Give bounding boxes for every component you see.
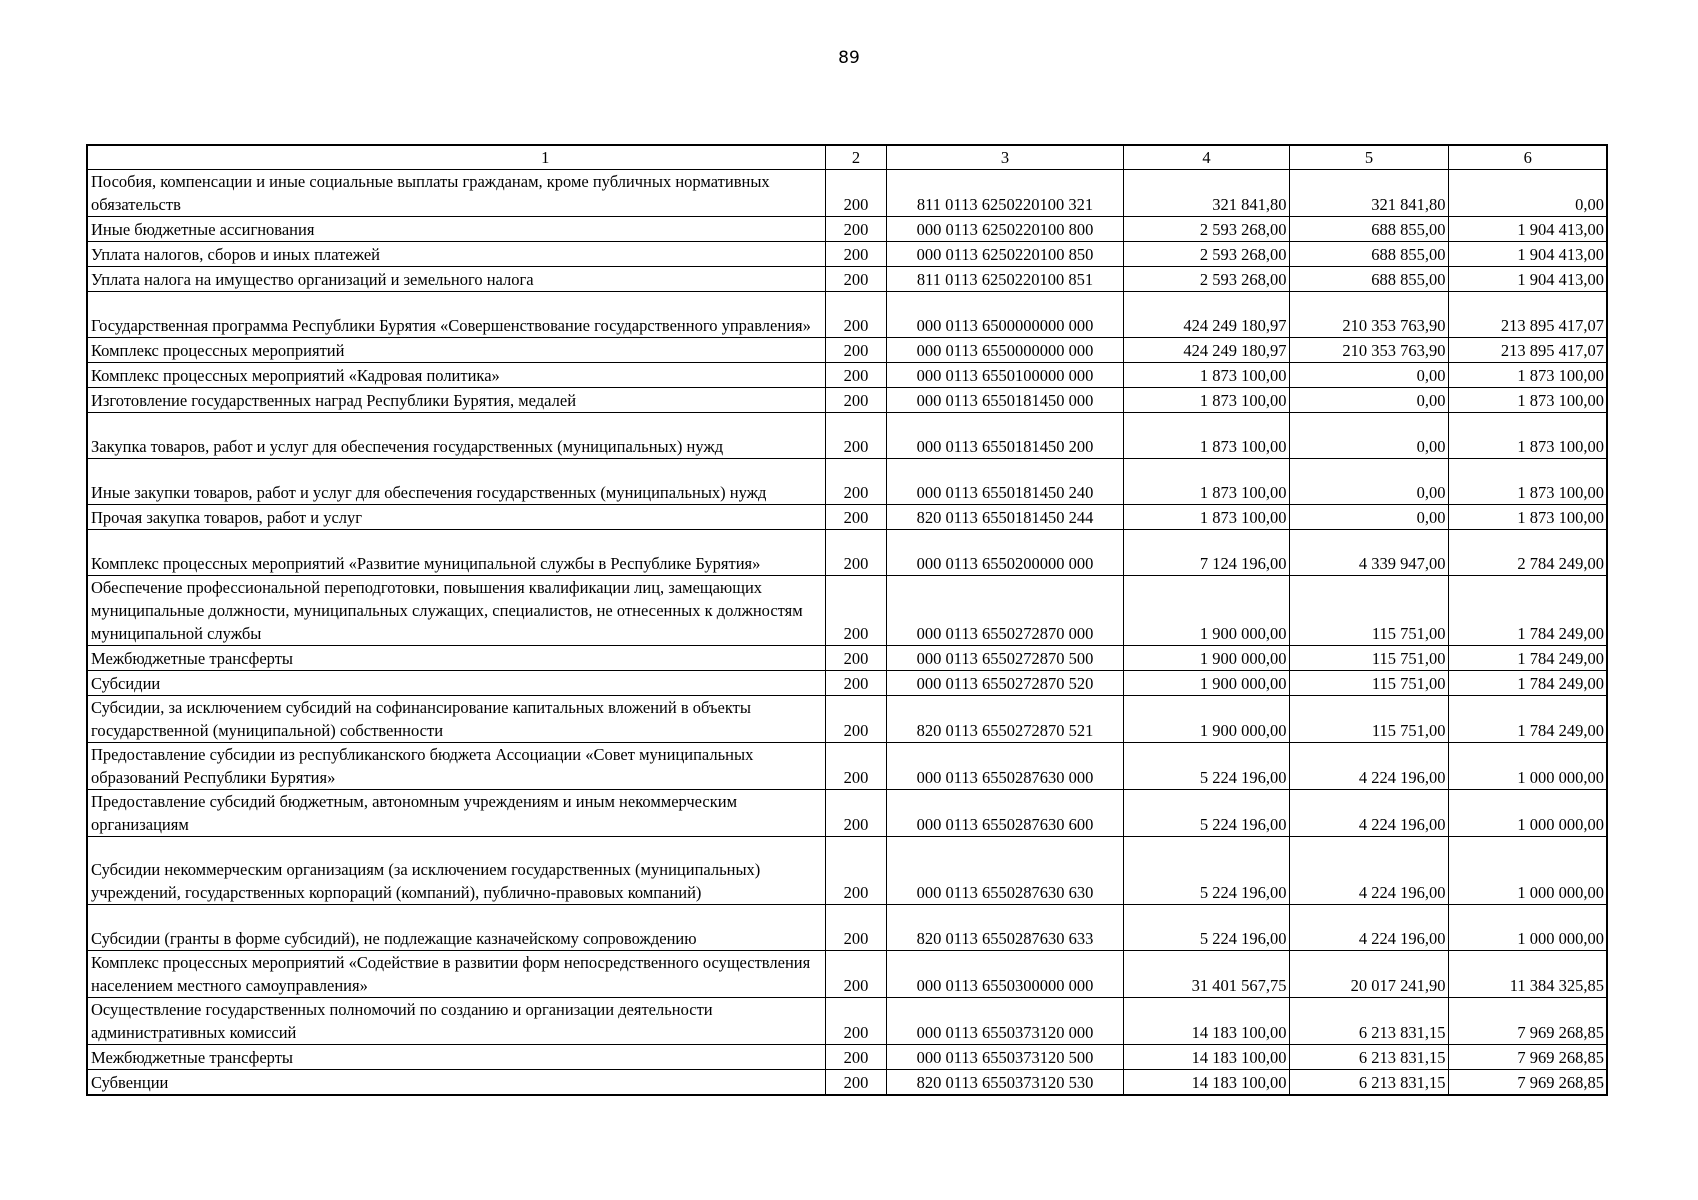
table-row [87, 459, 1607, 505]
row-executed-amount: 0,00 [1289, 505, 1448, 530]
row-name: Межбюджетные трансферты [87, 646, 825, 671]
row-approved-amount: 1 873 100,00 [1123, 459, 1289, 505]
row-classification-code: 000 0113 6550272870 520 [886, 671, 1123, 696]
row-classification-code: 000 0113 6550181450 200 [886, 413, 1123, 459]
row-executed-amount: 4 224 196,00 [1289, 905, 1448, 951]
row-unexecuted-amount: 1 000 000,00 [1448, 790, 1607, 837]
row-classification-code: 000 0113 6550272870 500 [886, 646, 1123, 671]
row-approved-amount: 14 183 100,00 [1123, 1070, 1289, 1096]
row-approved-amount: 424 249 180,97 [1123, 292, 1289, 338]
row-approved-amount: 14 183 100,00 [1123, 998, 1289, 1045]
row-name: Субвенции [87, 1070, 825, 1096]
row-classification-code: 000 0113 6550373120 500 [886, 1045, 1123, 1070]
row-unexecuted-amount: 1 873 100,00 [1448, 388, 1607, 413]
row-classification-code: 000 0113 6550287630 630 [886, 837, 1123, 905]
row-approved-amount: 1 873 100,00 [1123, 413, 1289, 459]
row-name: Осуществление государственных полномочий по созданию и организации деятельности административных комиссий [87, 998, 825, 1045]
row-name: Комплекс процессных мероприятий «Кадровая политика» [87, 363, 825, 388]
row-line-code: 200 [825, 292, 886, 338]
table-row [87, 363, 1607, 388]
row-line-code: 200 [825, 1070, 886, 1096]
table-row [87, 267, 1607, 292]
row-classification-code: 820 0113 6550373120 530 [886, 1070, 1123, 1096]
table-row [87, 505, 1607, 530]
column-number-1: 1 [87, 145, 825, 170]
row-line-code: 200 [825, 743, 886, 790]
row-approved-amount: 5 224 196,00 [1123, 837, 1289, 905]
row-executed-amount: 6 213 831,15 [1289, 1070, 1448, 1096]
row-unexecuted-amount: 1 784 249,00 [1448, 671, 1607, 696]
table-row [87, 170, 1607, 217]
row-executed-amount: 0,00 [1289, 413, 1448, 459]
row-line-code: 200 [825, 459, 886, 505]
table-row [87, 292, 1607, 338]
row-line-code: 200 [825, 413, 886, 459]
row-executed-amount: 6 213 831,15 [1289, 1045, 1448, 1070]
row-approved-amount: 1 873 100,00 [1123, 388, 1289, 413]
row-approved-amount: 321 841,80 [1123, 170, 1289, 217]
row-executed-amount: 4 224 196,00 [1289, 790, 1448, 837]
table-row [87, 905, 1607, 951]
row-line-code: 200 [825, 671, 886, 696]
row-line-code: 200 [825, 267, 886, 292]
row-unexecuted-amount: 0,00 [1448, 170, 1607, 217]
table-row [87, 242, 1607, 267]
row-executed-amount: 210 353 763,90 [1289, 338, 1448, 363]
row-approved-amount: 1 900 000,00 [1123, 671, 1289, 696]
row-executed-amount: 4 224 196,00 [1289, 837, 1448, 905]
row-classification-code: 820 0113 6550272870 521 [886, 696, 1123, 743]
row-line-code: 200 [825, 576, 886, 646]
row-line-code: 200 [825, 388, 886, 413]
row-name: Закупка товаров, работ и услуг для обеспечения государственных (муниципальных) нужд [87, 413, 825, 459]
row-unexecuted-amount: 1 873 100,00 [1448, 363, 1607, 388]
row-line-code: 200 [825, 338, 886, 363]
row-name: Прочая закупка товаров, работ и услуг [87, 505, 825, 530]
row-executed-amount: 115 751,00 [1289, 671, 1448, 696]
row-name: Обеспечение профессиональной переподготовки, повышения квалификации лиц, замещающих муниципальные должности, муниципальных служащих, специалистов, не отнесенных к должностям муниципальной службы [87, 576, 825, 646]
row-executed-amount: 321 841,80 [1289, 170, 1448, 217]
budget-execution-table [86, 144, 1608, 1096]
column-number-2: 2 [825, 145, 886, 170]
row-classification-code: 000 0113 6550181450 240 [886, 459, 1123, 505]
column-number-6: 6 [1448, 145, 1607, 170]
row-approved-amount: 31 401 567,75 [1123, 951, 1289, 998]
row-line-code: 200 [825, 170, 886, 217]
row-classification-code: 000 0113 6550300000 000 [886, 951, 1123, 998]
row-name: Предоставление субсидий бюджетным, автономным учреждениям и иным некоммерческим организациям [87, 790, 825, 837]
table-row [87, 1045, 1607, 1070]
row-executed-amount: 0,00 [1289, 363, 1448, 388]
table-row [87, 671, 1607, 696]
row-classification-code: 000 0113 6550287630 600 [886, 790, 1123, 837]
row-name: Иные бюджетные ассигнования [87, 217, 825, 242]
column-number-5: 5 [1289, 145, 1448, 170]
row-classification-code: 000 0113 6550181450 000 [886, 388, 1123, 413]
row-classification-code: 000 0113 6550373120 000 [886, 998, 1123, 1045]
table-row [87, 530, 1607, 576]
page-number: 89 [838, 48, 860, 68]
row-classification-code: 000 0113 6250220100 850 [886, 242, 1123, 267]
row-unexecuted-amount: 1 873 100,00 [1448, 459, 1607, 505]
row-line-code: 200 [825, 837, 886, 905]
row-name: Межбюджетные трансферты [87, 1045, 825, 1070]
column-number-3: 3 [886, 145, 1123, 170]
row-unexecuted-amount: 1 000 000,00 [1448, 837, 1607, 905]
row-approved-amount: 5 224 196,00 [1123, 905, 1289, 951]
row-unexecuted-amount: 1 904 413,00 [1448, 217, 1607, 242]
row-line-code: 200 [825, 951, 886, 998]
row-line-code: 200 [825, 505, 886, 530]
row-executed-amount: 4 339 947,00 [1289, 530, 1448, 576]
row-unexecuted-amount: 1 784 249,00 [1448, 646, 1607, 671]
row-executed-amount: 688 855,00 [1289, 217, 1448, 242]
row-approved-amount: 5 224 196,00 [1123, 790, 1289, 837]
row-line-code: 200 [825, 646, 886, 671]
row-unexecuted-amount: 1 904 413,00 [1448, 267, 1607, 292]
row-unexecuted-amount: 1 784 249,00 [1448, 696, 1607, 743]
table-row [87, 576, 1607, 646]
table-row [87, 1070, 1607, 1096]
row-unexecuted-amount: 2 784 249,00 [1448, 530, 1607, 576]
row-unexecuted-amount: 7 969 268,85 [1448, 1045, 1607, 1070]
table-row [87, 646, 1607, 671]
row-executed-amount: 688 855,00 [1289, 267, 1448, 292]
row-executed-amount: 4 224 196,00 [1289, 743, 1448, 790]
row-unexecuted-amount: 1 000 000,00 [1448, 905, 1607, 951]
table-row [87, 790, 1607, 837]
row-executed-amount: 210 353 763,90 [1289, 292, 1448, 338]
row-approved-amount: 2 593 268,00 [1123, 217, 1289, 242]
table-row [87, 388, 1607, 413]
row-unexecuted-amount: 1 784 249,00 [1448, 576, 1607, 646]
row-line-code: 200 [825, 1045, 886, 1070]
row-line-code: 200 [825, 696, 886, 743]
row-name: Субсидии, за исключением субсидий на софинансирование капитальных вложений в объекты государственной (муниципальной) собственности [87, 696, 825, 743]
row-executed-amount: 20 017 241,90 [1289, 951, 1448, 998]
row-executed-amount: 115 751,00 [1289, 576, 1448, 646]
row-classification-code: 000 0113 6550287630 000 [886, 743, 1123, 790]
row-name: Комплекс процессных мероприятий «Развитие муниципальной службы в Республике Бурятия» [87, 530, 825, 576]
row-unexecuted-amount: 1 873 100,00 [1448, 505, 1607, 530]
row-unexecuted-amount: 1 904 413,00 [1448, 242, 1607, 267]
row-name: Изготовление государственных наград Республики Бурятия, медалей [87, 388, 825, 413]
table-row [87, 696, 1607, 743]
table-body [87, 145, 1607, 1095]
row-unexecuted-amount: 11 384 325,85 [1448, 951, 1607, 998]
row-classification-code: 811 0113 6250220100 321 [886, 170, 1123, 217]
row-classification-code: 811 0113 6250220100 851 [886, 267, 1123, 292]
row-unexecuted-amount: 7 969 268,85 [1448, 1070, 1607, 1096]
table-row [87, 743, 1607, 790]
row-line-code: 200 [825, 790, 886, 837]
row-unexecuted-amount: 1 873 100,00 [1448, 413, 1607, 459]
row-executed-amount: 115 751,00 [1289, 646, 1448, 671]
row-name: Уплата налога на имущество организаций и земельного налога [87, 267, 825, 292]
row-approved-amount: 1 873 100,00 [1123, 363, 1289, 388]
row-line-code: 200 [825, 242, 886, 267]
row-classification-code: 820 0113 6550287630 633 [886, 905, 1123, 951]
row-approved-amount: 7 124 196,00 [1123, 530, 1289, 576]
row-name: Субсидии [87, 671, 825, 696]
row-line-code: 200 [825, 217, 886, 242]
row-executed-amount: 688 855,00 [1289, 242, 1448, 267]
table-row [87, 837, 1607, 905]
row-classification-code: 000 0113 6550200000 000 [886, 530, 1123, 576]
row-approved-amount: 424 249 180,97 [1123, 338, 1289, 363]
row-unexecuted-amount: 7 969 268,85 [1448, 998, 1607, 1045]
row-name: Предоставление субсидии из республиканского бюджета Ассоциации «Совет муниципальных образований Республики Бурятия» [87, 743, 825, 790]
row-approved-amount: 1 873 100,00 [1123, 505, 1289, 530]
table-row [87, 413, 1607, 459]
row-classification-code: 000 0113 6550100000 000 [886, 363, 1123, 388]
column-number-row [87, 145, 1607, 170]
row-name: Иные закупки товаров, работ и услуг для обеспечения государственных (муниципальных) нужд [87, 459, 825, 505]
row-name: Субсидии некоммерческим организациям (за исключением государственных (муниципальных) учреждений, государственных корпораций (компаний), публично-правовых компаний) [87, 837, 825, 905]
row-approved-amount: 1 900 000,00 [1123, 696, 1289, 743]
row-executed-amount: 0,00 [1289, 459, 1448, 505]
row-executed-amount: 6 213 831,15 [1289, 998, 1448, 1045]
row-classification-code: 000 0113 6550000000 000 [886, 338, 1123, 363]
row-line-code: 200 [825, 363, 886, 388]
row-line-code: 200 [825, 530, 886, 576]
row-unexecuted-amount: 213 895 417,07 [1448, 292, 1607, 338]
row-name: Комплекс процессных мероприятий [87, 338, 825, 363]
row-approved-amount: 2 593 268,00 [1123, 242, 1289, 267]
row-unexecuted-amount: 1 000 000,00 [1448, 743, 1607, 790]
row-name: Субсидии (гранты в форме субсидий), не подлежащие казначейскому сопровождению [87, 905, 825, 951]
row-approved-amount: 1 900 000,00 [1123, 576, 1289, 646]
row-classification-code: 000 0113 6500000000 000 [886, 292, 1123, 338]
table-row [87, 338, 1607, 363]
row-approved-amount: 2 593 268,00 [1123, 267, 1289, 292]
row-executed-amount: 0,00 [1289, 388, 1448, 413]
table-row [87, 217, 1607, 242]
row-line-code: 200 [825, 905, 886, 951]
row-approved-amount: 5 224 196,00 [1123, 743, 1289, 790]
row-classification-code: 000 0113 6250220100 800 [886, 217, 1123, 242]
column-number-4: 4 [1123, 145, 1289, 170]
table-row [87, 951, 1607, 998]
row-name: Государственная программа Республики Бурятия «Совершенствование государственного управления» [87, 292, 825, 338]
row-name: Пособия, компенсации и иные социальные выплаты гражданам, кроме публичных нормативных обязательств [87, 170, 825, 217]
row-name: Уплата налогов, сборов и иных платежей [87, 242, 825, 267]
row-unexecuted-amount: 213 895 417,07 [1448, 338, 1607, 363]
row-classification-code: 000 0113 6550272870 000 [886, 576, 1123, 646]
row-approved-amount: 1 900 000,00 [1123, 646, 1289, 671]
row-classification-code: 820 0113 6550181450 244 [886, 505, 1123, 530]
row-executed-amount: 115 751,00 [1289, 696, 1448, 743]
table-row [87, 998, 1607, 1045]
row-approved-amount: 14 183 100,00 [1123, 1045, 1289, 1070]
row-line-code: 200 [825, 998, 886, 1045]
row-name: Комплекс процессных мероприятий «Содействие в развитии форм непосредственного осуществления населением местного самоуправления» [87, 951, 825, 998]
